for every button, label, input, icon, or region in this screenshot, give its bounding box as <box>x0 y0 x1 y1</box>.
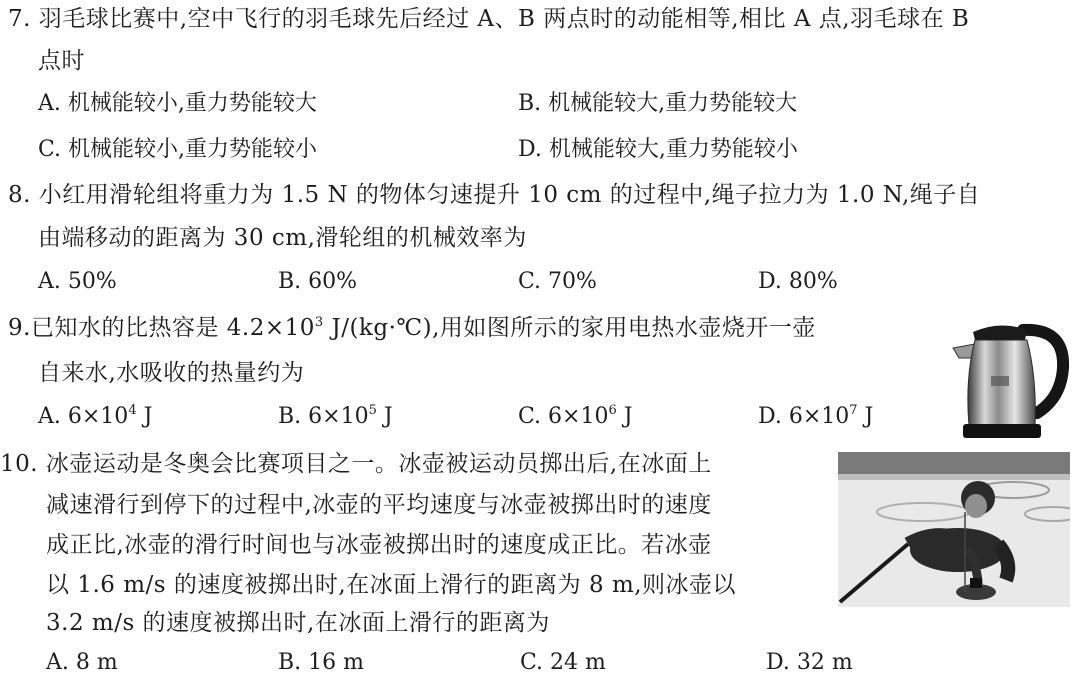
q10-stem-1: 冰壶运动是冬奥会比赛项目之一。冰壶被运动员掷出后,在冰面上 <box>45 451 712 477</box>
q10-option-a: A. 8 m <box>46 650 118 675</box>
q10-stem-line-2: 减速滑行到停下的过程中,冰壶的平均速度与冰壶被掷出时的速度 <box>46 492 712 518</box>
q8-stem-line-1 <box>8 180 980 210</box>
q9-option-a-base: A. 6×10 <box>38 404 129 429</box>
q10-stem-line-4: 以 1.6 m/s 的速度被掷出时,在冰面上滑行的距离为 8 m,则冰壶以 <box>46 572 737 598</box>
q8-option-d: D. 80% <box>758 269 838 294</box>
q8-option-b: B. 60% <box>278 269 358 294</box>
q9-option-c-unit: J <box>616 404 633 429</box>
q9-stem-line-2: 自来水,水吸收的热量约为 <box>38 360 305 386</box>
q9-option-d <box>758 402 873 432</box>
q9-stem-1-pre: 已知水的比热容是 4.2×10 <box>30 315 315 341</box>
q8-stem-line-2: 由端移动的距离为 30 cm,滑轮组的机械效率为 <box>38 225 527 251</box>
q7-option-b: B. 机械能较大,重力势能较大 <box>518 91 798 116</box>
q10-option-b: B. 16 m <box>278 650 365 675</box>
q7-stem-line-1 <box>8 4 969 34</box>
q9-option-c-base: C. 6×10 <box>518 404 609 429</box>
q9-option-d-exponent: 7 <box>849 403 858 418</box>
q10-option-c: C. 24 m <box>520 650 606 675</box>
q9-option-a-unit: J <box>136 404 153 429</box>
q9-option-b-exponent: 5 <box>368 403 377 418</box>
q9-option-a <box>38 402 152 432</box>
q9-stem-line-1 <box>8 313 816 343</box>
q10-number: 10. <box>0 451 39 477</box>
curling-image <box>838 452 1070 607</box>
q9-option-b-unit: J <box>376 404 393 429</box>
q9-number: 9. <box>8 315 31 341</box>
q8-option-a: A. 50% <box>38 269 117 294</box>
q9-option-d-unit: J <box>857 404 874 429</box>
q7-stem-1: 羽毛球比赛中,空中飞行的羽毛球先后经过 A、B 两点时的动能相等,相比 A 点,羽毛球在 B <box>38 6 970 32</box>
q7-option-c: C. 机械能较小,重力势能较小 <box>38 137 318 162</box>
q9-option-c <box>518 402 633 432</box>
q9-stem-1-post: J/(kg·℃),用如图所示的家用电热水壶烧开一壶 <box>323 315 816 341</box>
q7-stem-line-2: 点时 <box>38 48 85 74</box>
q8-stem-1: 小红用滑轮组将重力为 1.5 N 的物体匀速提升 10 cm 的过程中,绳子拉力为 1.0 N,绳子自 <box>38 182 981 208</box>
q8-number: 8. <box>8 182 31 208</box>
q10-stem-line-5: 3.2 m/s 的速度被掷出时,在冰面上滑行的距离为 <box>46 610 550 636</box>
q9-option-d-base: D. 6×10 <box>758 404 850 429</box>
q7-option-d: D. 机械能较大,重力势能较小 <box>518 137 798 162</box>
q7-number: 7. <box>8 6 31 32</box>
kettle-image <box>945 318 1070 442</box>
q8-option-c: C. 70% <box>518 269 597 294</box>
q9-option-a-exponent: 4 <box>128 403 137 418</box>
q9-stem-1-exponent: 3 <box>314 315 324 330</box>
q10-stem-line-1 <box>0 449 712 479</box>
q9-option-b-base: B. 6×10 <box>278 404 369 429</box>
q9-option-c-exponent: 6 <box>608 403 617 418</box>
q10-option-d: D. 32 m <box>766 650 853 675</box>
q10-stem-line-3: 成正比,冰壶的滑行时间也与冰壶被掷出时的速度成正比。若冰壶 <box>46 532 712 558</box>
q7-option-a: A. 机械能较小,重力势能较大 <box>38 91 317 116</box>
q9-option-b <box>278 402 393 432</box>
